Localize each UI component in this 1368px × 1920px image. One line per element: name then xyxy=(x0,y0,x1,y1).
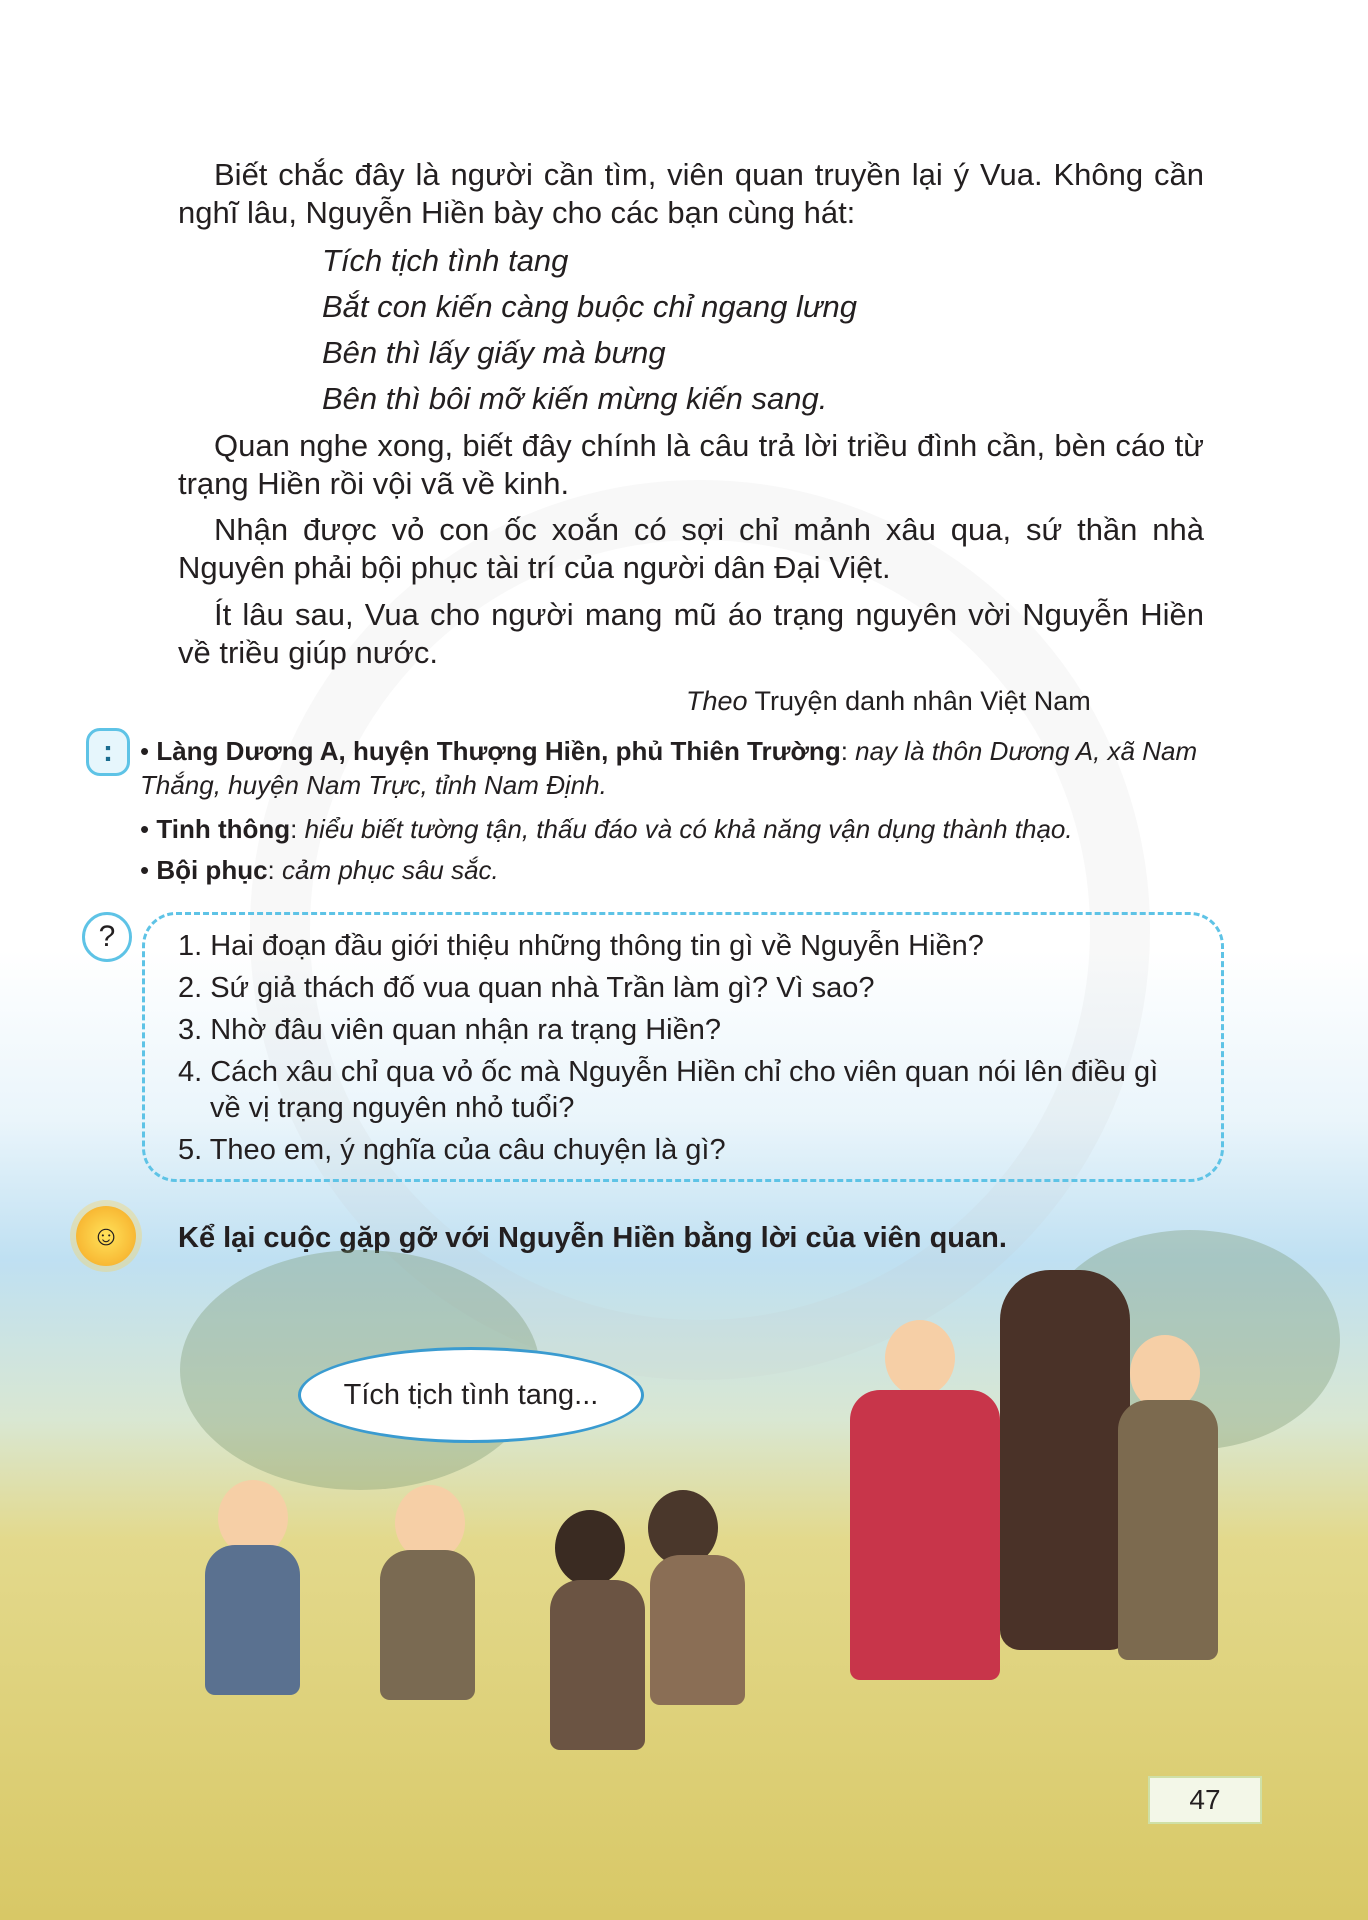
story-paragraph: Nhận được vỏ con ốc xoắn có sợi chỉ mảnh xâu qua, sứ thần nhà Nguyên phải bội phục tài trí của người dân Đại Việt. xyxy=(178,512,1204,585)
child-figure xyxy=(555,1510,625,1586)
glossary-item: • Làng Dương A, huyện Thượng Hiền, phủ Thiên Trường: nay là thôn Dương A, xã Nam Thắng, huyện Nam Trực, tỉnh Nam Định. xyxy=(140,736,1198,800)
story-paragraph: Biết chắc đây là người cần tìm, viên quan truyền lại ý Vua. Không cần nghĩ lâu, Nguyễn Hiền bày cho các bạn cùng hát: xyxy=(178,157,1204,230)
question-item: 1. Hai đoạn đầu giới thiệu những thông tin gì về Nguyễn Hiền? xyxy=(178,930,984,962)
poem-line: Bên thì bôi mỡ kiến mừng kiến sang. xyxy=(322,381,828,416)
story-paragraph: Quan nghe xong, biết đây chính là câu trả lời triều đình cần, bèn cáo từ trạng Hiền rồi vội vã về kinh. xyxy=(178,428,1204,501)
speech-bubble: Tích tịch tình tang... xyxy=(298,1347,644,1443)
question-item: 3. Nhờ đâu viên quan nhận ra trạng Hiền? xyxy=(178,1014,721,1046)
child-figure xyxy=(205,1545,300,1695)
poem-line: Bên thì lấy giấy mà bưng xyxy=(322,335,666,370)
story-source xyxy=(686,686,1091,717)
story-paragraph: Ít lâu sau, Vua cho người mang mũ áo trạng nguyên vời Nguyễn Hiền về triều giúp nước. xyxy=(178,597,1204,670)
poem-line: Bắt con kiến càng buộc chỉ ngang lưng xyxy=(322,289,857,324)
poem-line: Tích tịch tình tang xyxy=(322,243,569,278)
glossary-definition: hiểu biết tường tận, thấu đáo và có khả năng vận dụng thành thạo. xyxy=(304,814,1073,844)
question-item: về vị trạng nguyên nhỏ tuổi? xyxy=(210,1092,575,1124)
child-figure xyxy=(380,1550,475,1700)
question-item: 2. Sứ giả thách đố vua quan nhà Trần làm gì? Vì sao? xyxy=(178,972,875,1004)
glossary-term: Làng Dương A, huyện Thượng Hiền, phủ Thiên Trường xyxy=(156,736,841,766)
source-prefix: Theo xyxy=(686,686,748,716)
glossary-icon: : xyxy=(86,728,130,776)
glossary-definition: cảm phục sâu sắc. xyxy=(282,855,499,885)
child-figure xyxy=(550,1580,645,1750)
mandarin-figure xyxy=(885,1320,955,1396)
question-item: 5. Theo em, ý nghĩa của câu chuyện là gì? xyxy=(178,1134,726,1166)
glossary-term: Bội phục xyxy=(156,855,268,885)
glossary-term: Tinh thông xyxy=(156,814,291,844)
source-title: Truyện danh nhân Việt Nam xyxy=(747,686,1091,716)
servant-figure xyxy=(1118,1400,1218,1660)
glossary-item: • Bội phục: cảm phục sâu sắc. xyxy=(140,855,499,885)
question-icon: ? xyxy=(82,912,132,962)
task-instruction: Kể lại cuộc gặp gỡ với Nguyễn Hiền bằng lời của viên quan. xyxy=(178,1222,1007,1254)
child-figure xyxy=(650,1555,745,1705)
page-number: 47 xyxy=(1148,1776,1262,1824)
horse xyxy=(1000,1270,1130,1650)
glossary-definition: nay là thôn Dương A, xã Nam Thắng, huyện Nam Trực, tỉnh Nam Định. xyxy=(140,736,1198,800)
mandarin-figure xyxy=(850,1390,1000,1680)
glossary-item: • Tinh thông: hiểu biết tường tận, thấu đáo và có khả năng vận dụng thành thạo. xyxy=(140,814,1073,844)
sun-icon: ☺ xyxy=(76,1206,136,1266)
question-item: 4. Cách xâu chỉ qua vỏ ốc mà Nguyễn Hiền chỉ cho viên quan nói lên điều gì xyxy=(178,1056,1159,1088)
